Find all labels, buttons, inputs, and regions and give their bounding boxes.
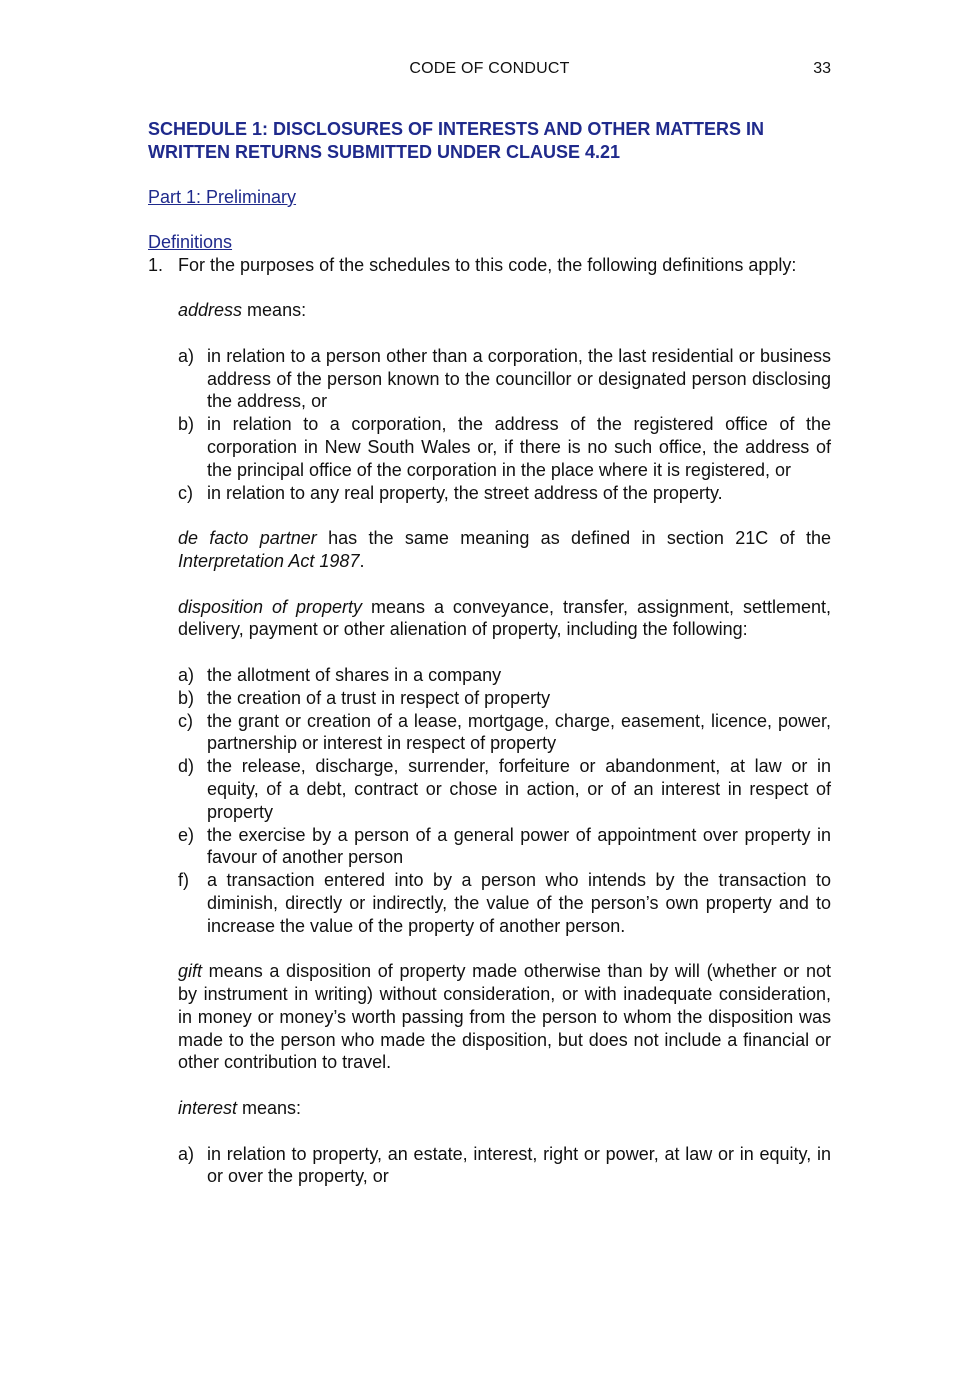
clause-text: For the purposes of the schedules to this code, the following definitions apply: <box>178 254 797 275</box>
list-text: in relation to any real property, the street address of the property. <box>207 482 723 503</box>
list-marker: c) <box>178 710 193 731</box>
list-text: the allotment of shares in a company <box>207 664 502 685</box>
de-facto-middle: has the same meaning as defined in section 21C of the <box>316 528 831 549</box>
list-item <box>178 824 831 870</box>
list-text: in relation to a person other than a corporation, the last residential or business address of the person known to the councillor or designated person disclosing the address, or <box>207 345 831 412</box>
address-list <box>178 345 831 505</box>
definition-interest <box>178 1097 831 1120</box>
list-item <box>178 345 831 413</box>
list-item <box>178 1143 831 1189</box>
term-address: address <box>178 300 243 321</box>
interest-lead: means: <box>237 1098 302 1119</box>
address-lead: means: <box>242 300 307 321</box>
list-text: the exercise by a person of a general power of appointment over property in favour of another person <box>207 824 831 868</box>
definition-disposition <box>178 596 831 642</box>
part-title-text: Part 1: Preliminary <box>148 187 297 207</box>
term-de-facto-partner: de facto partner <box>178 528 317 549</box>
clause-number: 1. <box>148 254 164 275</box>
act-name: Interpretation Act 1987 <box>178 550 360 571</box>
list-marker: a) <box>178 1143 195 1164</box>
list-text: in relation to property, an estate, interest, right or power, at law or in equity, in or over the property, or <box>207 1143 831 1187</box>
list-marker: d) <box>178 756 195 777</box>
definition-gift <box>178 960 831 1074</box>
list-marker: a) <box>178 345 195 366</box>
de-facto-end: . <box>359 550 365 571</box>
list-marker: c) <box>178 482 193 503</box>
list-item <box>178 687 831 710</box>
list-marker: e) <box>178 824 195 845</box>
list-marker: a) <box>178 664 195 685</box>
part-title <box>148 186 831 209</box>
list-item <box>178 413 831 481</box>
schedule-heading: SCHEDULE 1: DISCLOSURES OF INTERESTS AND OTHER MATTERS IN WRITTEN RETURNS SUBMITTED UNDER CLAUSE 4.21 <box>148 119 765 162</box>
interest-list <box>178 1143 831 1189</box>
disposition-list <box>178 664 831 938</box>
gift-text: means a disposition of property made otherwise than by will (whether or not by instrument in writing) without consideration, or with inadequate consideration, in money or money’s worth passing from the person to whom the disposition was made to the person who made the disposition, but does not include a financial or other contribution to travel. <box>178 961 831 1073</box>
term-interest: interest <box>178 1098 238 1119</box>
definition-address <box>178 299 831 322</box>
list-item <box>178 664 831 687</box>
clause-1 <box>148 254 831 277</box>
list-item <box>178 869 831 937</box>
definitions-title-text: Definitions <box>148 231 233 252</box>
page-number: 33 <box>813 60 831 77</box>
list-text: a transaction entered into by a person who intends by the transaction to diminish, directly or indirectly, the value of the person’s own property and to increase the value of the property of another person. <box>207 870 831 936</box>
list-marker: b) <box>178 414 195 435</box>
list-text: the release, discharge, surrender, forfeiture or abandonment, at law or in equity, of a debt, contract or chose in action, or of an interest in respect of property <box>207 756 831 822</box>
list-text: the creation of a trust in respect of property <box>207 687 551 708</box>
document-body <box>148 118 831 1188</box>
list-text: the grant or creation of a lease, mortgage, charge, easement, licence, power, partnership or interest in respect of property <box>207 710 831 754</box>
definitions-title <box>148 231 831 254</box>
running-title: CODE OF CONDUCT <box>409 60 570 77</box>
disposition-lead: means a conveyance, transfer, assignment, settlement, delivery, payment or other alienation of property, including the following: <box>178 596 831 640</box>
term-gift: gift <box>178 961 203 982</box>
list-item <box>178 482 831 505</box>
list-text: in relation to a corporation, the address of the registered office of the corporation in New South Wales or, if there is no such office, the address of the principal office of the corporation in the place where it is registered, or <box>207 414 831 480</box>
list-item <box>178 710 831 756</box>
list-marker: f) <box>178 870 189 891</box>
term-disposition: disposition of property <box>178 596 363 617</box>
definition-de-facto-partner <box>178 527 831 573</box>
list-item <box>178 755 831 823</box>
list-marker: b) <box>178 687 195 708</box>
